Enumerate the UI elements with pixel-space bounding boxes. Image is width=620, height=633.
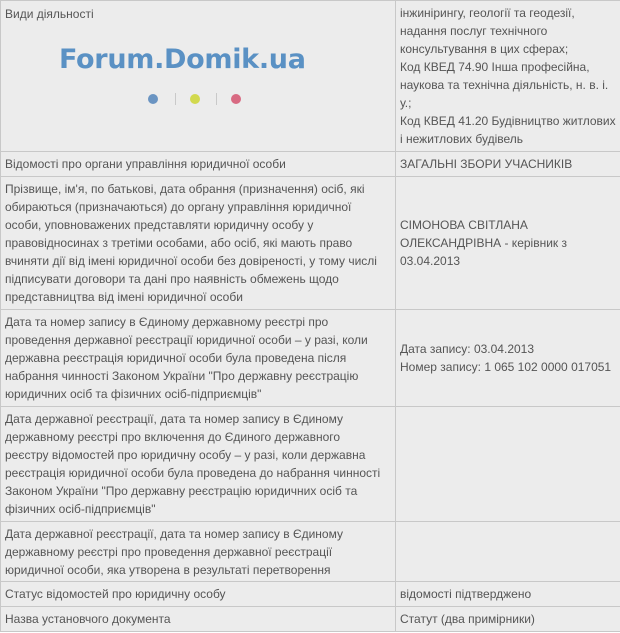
value-line: 03.04.2013 [400,254,461,268]
forum-domik-logo: Forum.Domik.ua [59,44,306,75]
logo-dot-yellow [190,94,200,104]
label-line: Відомості про органи управління юридичної особи [5,157,286,171]
label-line: Статус відомостей про юридичну особу [5,587,226,601]
field-label: Види діяльності [5,7,94,21]
label-line: набрання чинності Законом України "Про державну реєстрацію [5,369,359,383]
label-line: юридичної особи, яка утворена в результаті перетворення [5,562,331,577]
label-line: підписувати договори та дані про наявність обмежень щодо [5,272,339,286]
label-line: фізичних осіб-підприємців" [5,502,156,516]
label-line: реєстру відомостей про юридичну особу – у разі, коли державна [5,448,366,462]
label-line: Дата державної реєстрації, дата та номер запису в Єдиному [5,412,343,426]
field-value-cell [396,407,620,522]
label-line: Прізвище, ім'я, по батькові, дата обрання (призначення) осіб, які [5,182,365,196]
field-value-cell [396,177,620,310]
table-row [1,177,620,310]
label-line: реєстрація юридичної особи була проведена до набрання чинності [5,466,381,480]
label-line: Дата державної реєстрації, дата та номер запису в Єдиному [5,526,343,541]
value-line: СІМОНОВА СВІТЛАНА [400,218,528,232]
table-row [1,407,620,522]
value-line: ЗАГАЛЬНІ ЗБОРИ УЧАСНИКІВ [400,157,573,171]
label-line: обираються (призначаються) до органу управління юридичної [5,200,352,214]
label-line: державна реєстрація юридичної особи була проведена після [5,351,347,365]
field-value-cell [396,310,620,407]
label-line: державному реєстрі про проведення державної реєстрації [5,544,333,559]
field-label-cell [1,607,396,632]
logo-dots [148,92,248,106]
value-line: відомості підтверджено [400,587,532,601]
field-value-cell [396,522,620,582]
value-line: Дата запису: 03.04.2013 [400,342,535,356]
label-line: Дата та номер запису в Єдиному державному реєстрі про [5,315,329,329]
field-label-cell [1,177,396,310]
value-line: ОЛЕКСАНДРІВНА - керівник з [400,236,567,250]
field-label-cell [1,522,396,582]
label-block [5,5,392,147]
value-line: Код КВЕД 41.20 Будівництво житлових [400,114,616,128]
label-line: Назва установчого документа [5,612,171,626]
label-line: державному реєстрі про включення до Єдиного державного [5,430,341,444]
label-line: Законом України "Про державну реєстрацію юридичних осіб та [5,484,358,498]
label-line: представництва від імені юридичної особи [5,290,243,304]
field-label-cell [1,582,396,607]
field-value-cell [396,582,620,607]
logo-separator [175,93,176,105]
label-line: юридичних осіб та фізичних осіб-підприємців" [5,387,262,401]
table-row [1,607,620,632]
field-label-cell [1,407,396,522]
value-line: наукова та технічна діяльність, н. в. і. [400,78,609,92]
logo-dot-blue [148,94,158,104]
table-row [1,152,620,177]
field-value-cell [396,152,620,177]
field-label-cell [1,1,396,152]
logo-separator [216,93,217,105]
value-line: і нежитлових будівель [400,132,523,146]
value-line: Код КВЕД 74.90 Інша професійна, [400,60,590,74]
table-row [1,522,620,582]
field-value-cell [396,607,620,632]
value-line: консультування в цих сферах; [400,42,569,56]
value-line: надання послуг технічного [400,24,548,38]
value-line: у.; [400,96,412,110]
label-line: вчиняти дії від імені юридичної особи без довіреності, у тому числі [5,254,377,268]
field-label-cell [1,152,396,177]
logo-dot-pink [231,94,241,104]
label-line: правовідносинах з третіми особами, або осіб, які мають право [5,236,353,250]
value-line: Статут (два примірники) [400,612,535,626]
label-line: особи, уповноважених представляти юридичну особу у [5,218,314,232]
label-line: проведення державної реєстрації юридичної особи – у разі, коли [5,333,368,347]
field-label-cell [1,310,396,407]
field-value-cell [396,1,620,152]
value-line: Номер запису: 1 065 102 0000 017051 [400,360,612,374]
table-row [1,310,620,407]
table-row [1,1,620,152]
table-row [1,582,620,607]
value-line: інжинірингу, геології та геодезії, [400,6,575,20]
